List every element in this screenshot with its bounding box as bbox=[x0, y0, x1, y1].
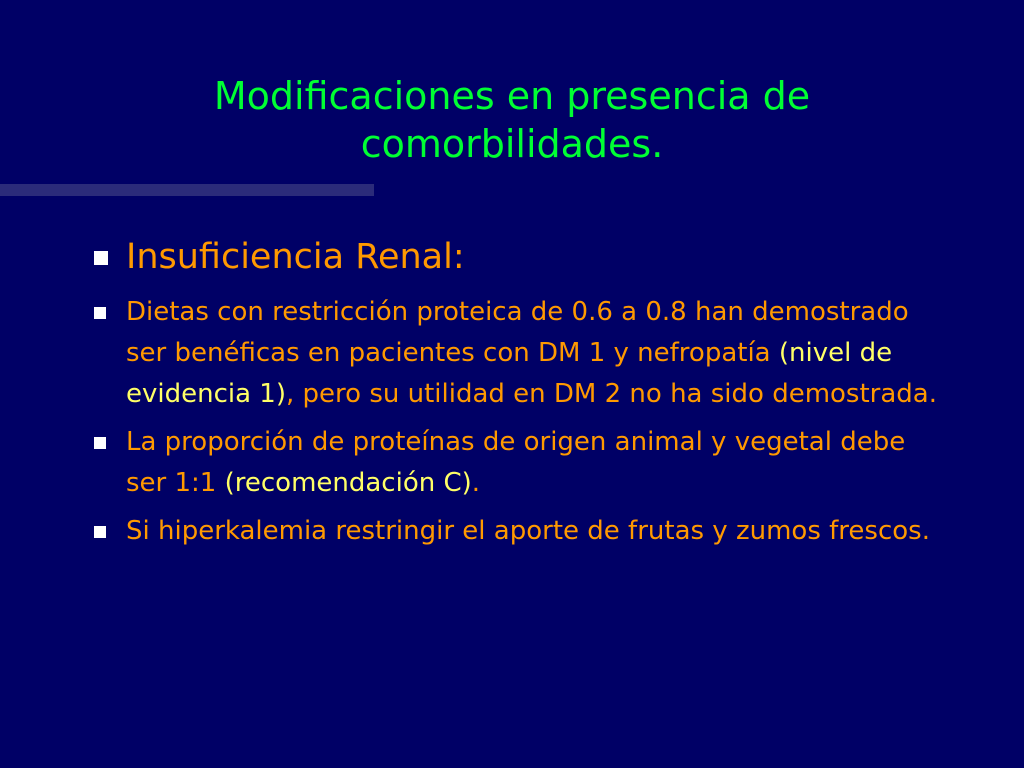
bullet-text-continued: , pero su utilidad en DM 2 no ha sido demostrada. bbox=[286, 379, 937, 409]
square-bullet-icon bbox=[94, 526, 106, 538]
square-bullet-icon bbox=[94, 437, 106, 449]
slide-title bbox=[40, 72, 984, 168]
bullet-text: Dietas con restricción proteica de 0.6 a 0.8 han demostrado ser benéficas en pacientes con DM 1 y nefropatía bbox=[126, 297, 909, 368]
bullet-item-protein-diet bbox=[84, 292, 944, 415]
square-bullet-icon bbox=[94, 307, 106, 319]
slide-title-line-2: comorbilidades. bbox=[360, 122, 664, 166]
bullet-item-renal-heading bbox=[84, 228, 944, 286]
bullet-item-hyperkalemia bbox=[84, 511, 944, 552]
slide-title-line-1: Modificaciones en presencia de bbox=[213, 74, 811, 118]
recommendation-note: (recomendación C) bbox=[224, 468, 472, 498]
title-divider bbox=[0, 184, 374, 196]
bullet-text: Si hiperkalemia restringir el aporte de frutas y zumos frescos. bbox=[126, 516, 930, 546]
bullet-text: La proporción de proteínas de origen animal y vegetal debe ser 1:1 bbox=[126, 427, 906, 498]
bullet-item-protein-ratio bbox=[84, 422, 944, 504]
evidence-level-note: (nivel de evidencia 1) bbox=[126, 338, 893, 409]
bullet-text-continued: . bbox=[471, 468, 481, 498]
bullet-list bbox=[84, 228, 944, 559]
bullet-text: Insuficiencia Renal: bbox=[126, 237, 465, 277]
square-bullet-icon bbox=[94, 251, 108, 265]
